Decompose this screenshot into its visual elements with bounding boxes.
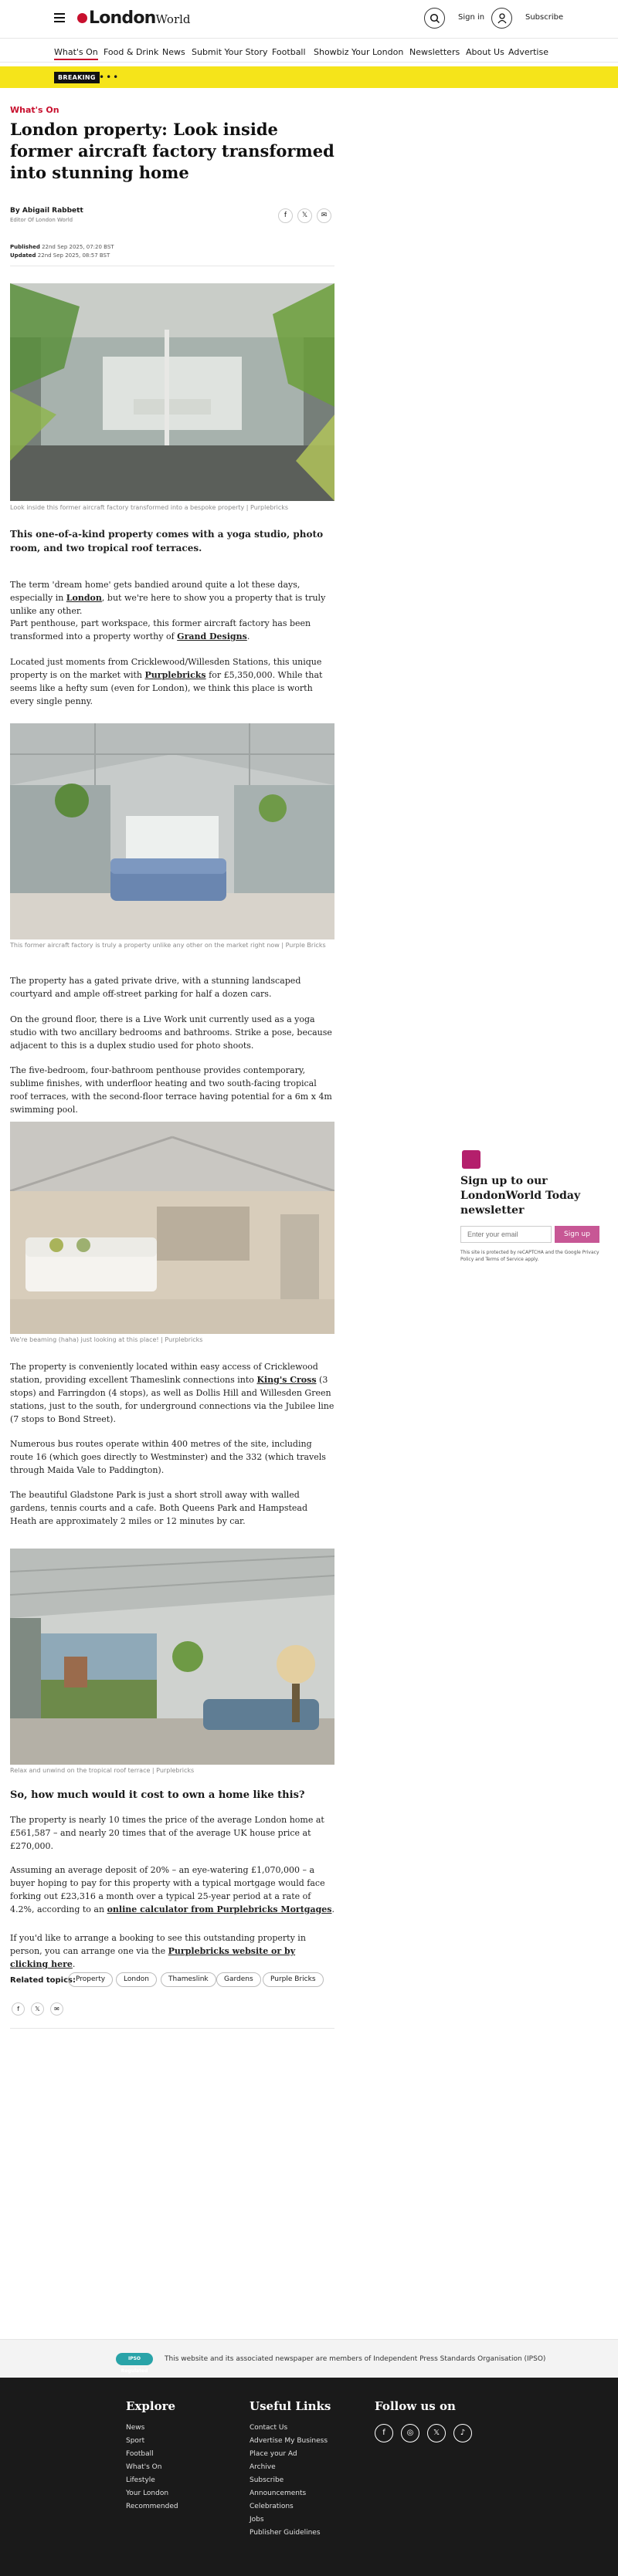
topic-chip[interactable]: London <box>116 1972 157 1987</box>
newsletter-icon <box>462 1150 480 1169</box>
ipso-bar <box>0 2339 618 2378</box>
topic-chip[interactable]: Purple Bricks <box>263 1972 324 1987</box>
footer-link[interactable]: Advertise My Business <box>250 2437 328 2445</box>
footer-link[interactable]: News <box>126 2424 145 2432</box>
article-paragraph: On the ground floor, there is a Live Work unit currently used as a yoga studio with two ancillary bedrooms and bathrooms. Strike a pose, because adjacent to this is a duplex studio used for photo shoots. <box>10 1014 332 1051</box>
article-paragraph: If you'd like to arrange a booking to see this outstanding property in person, you can arrange one via the Purplebricks website or by clicking here. <box>10 1933 306 1969</box>
email-share-icon[interactable]: ✉ <box>317 208 331 223</box>
site-logo[interactable]: LondonWorld <box>77 8 191 28</box>
article-paragraph: Located just moments from Cricklewood/Willesden Stations, this unique property is on the market with Purplebricks for £5,350,000. While that seems like a hefty sum (even for London), we think this place is worth every single penny. <box>10 657 323 706</box>
site-header <box>0 0 618 39</box>
footer-follow-title: Follow us on <box>375 2399 456 2413</box>
article-paragraph: The beautiful Gladstone Park is just a short stroll away with walled gardens, tennis courts and a cafe. Both Queens Park and Hampstead Heath are approximately 2 miles or 12 minutes by car. <box>10 1490 308 1526</box>
published-date: Published 22nd Sep 2025, 07:20 BST <box>10 244 114 250</box>
menu-icon[interactable] <box>54 13 65 22</box>
footer-link[interactable]: Football <box>126 2450 154 2458</box>
breaking-bar[interactable] <box>0 66 618 88</box>
nav-newsletters[interactable]: Newsletters <box>409 47 460 57</box>
footer-link[interactable]: Announcements <box>250 2490 307 2497</box>
breaking-dots: ••• <box>99 72 121 83</box>
nav-submit-story[interactable]: Submit Your Story <box>192 47 268 57</box>
topic-chip[interactable]: Property <box>68 1972 113 1987</box>
image-caption-4: Relax and unwind on the tropical roof terrace | Purplebricks <box>10 1767 195 1774</box>
london-link[interactable]: London <box>66 593 102 603</box>
nav-football[interactable]: Football <box>272 47 306 57</box>
footer-link[interactable]: Place your Ad <box>250 2450 297 2458</box>
footer-link[interactable]: What's On <box>126 2463 162 2471</box>
article-image-2[interactable] <box>10 723 334 939</box>
article-paragraph: The term 'dream home' gets bandied around quite a lot these days, especially in London, but we're here to show you a property that is truly unlike any other. <box>10 580 326 616</box>
x-share-icon[interactable]: 𝕏 <box>297 208 312 223</box>
topic-chip[interactable]: Gardens <box>216 1972 261 1987</box>
article-paragraph: Numerous bus routes operate within 400 metres of the site, including route 16 (which goes directly to Westminster) and the 332 (which travels through Maida Vale to Paddington). <box>10 1439 326 1475</box>
footer-link[interactable]: Subscribe <box>250 2476 284 2484</box>
purplebricks-link[interactable]: Purplebricks <box>144 670 206 680</box>
x-icon[interactable]: 𝕏 <box>427 2424 446 2442</box>
subscribe-link[interactable]: Subscribe <box>525 13 564 22</box>
nav-your-london[interactable]: Your London <box>351 47 404 57</box>
author-role: Editor Of London World <box>10 217 73 223</box>
main-nav <box>0 42 618 63</box>
search-button[interactable] <box>424 8 445 29</box>
article-paragraph: The property is nearly 10 times the price of the average London home at £561,587 – and nearly 20 times that of the average UK house price at £270,000. <box>10 1815 324 1851</box>
nav-advertise[interactable]: Advertise <box>508 47 548 57</box>
mortgage-calculator-link[interactable]: online calculator from Purplebricks Mortgages <box>107 1904 332 1914</box>
footer-link[interactable]: Lifestyle <box>126 2476 155 2484</box>
email-share-icon[interactable]: ✉ <box>50 2002 63 2016</box>
article-image-1[interactable] <box>10 283 334 501</box>
topic-chip[interactable]: Thameslink <box>161 1972 216 1987</box>
nav-food-drink[interactable]: Food & Drink <box>104 47 159 57</box>
footer-link[interactable]: Archive <box>250 2463 276 2471</box>
grand-designs-link[interactable]: Grand Designs <box>177 631 247 641</box>
article-subheading: So, how much would it cost to own a home like this? <box>10 1789 305 1801</box>
article-paragraph: The five-bedroom, four-bathroom penthouse provides contemporary, sublime finishes, with underfloor heating and two south-facing tropical roof terraces, with the second-floor terrace having potential for a 6m x 4m swimming pool. <box>10 1065 332 1115</box>
footer-useful-title: Useful Links <box>250 2399 331 2413</box>
updated-date: Updated 22nd Sep 2025, 08:57 BST <box>10 252 110 259</box>
tiktok-icon[interactable]: ♪ <box>453 2424 472 2442</box>
nav-news[interactable]: News <box>162 47 185 57</box>
footer-explore-title: Explore <box>126 2399 176 2413</box>
account-button[interactable] <box>491 8 512 29</box>
user-icon <box>497 13 507 24</box>
author-name[interactable]: By Abigail Rabbett <box>10 207 83 215</box>
divider <box>10 2028 334 2029</box>
article-headline: London property: Look inside former aircraft factory transformed into stunning home <box>10 120 334 182</box>
footer-link[interactable]: Contact Us <box>250 2424 288 2432</box>
article-paragraph: The property is conveniently located within easy access of Cricklewood station, providing excellent Thameslink connections into King's Cross (3 stops) and Farringdon (4 stops), as well as Dollis Hill and Willesden Green stations, just to the south, for underground connections via the Jubilee line (7 stops to Bond Street). <box>10 1362 334 1424</box>
image-caption-1: Look inside this former aircraft factory transformed into a bespoke property | Purplebricks <box>10 504 289 511</box>
x-share-icon[interactable]: 𝕏 <box>31 2002 44 2016</box>
footer-link[interactable]: Your London <box>126 2490 169 2497</box>
nav-about-us[interactable]: About Us <box>466 47 504 57</box>
kings-cross-link[interactable]: King's Cross <box>256 1375 317 1385</box>
facebook-icon[interactable]: f <box>375 2424 393 2442</box>
newsletter-signup-button[interactable]: Sign up <box>555 1226 599 1243</box>
footer-link[interactable]: Publisher Guidelines <box>250 2529 321 2537</box>
breaking-label: BREAKING <box>54 72 100 83</box>
newsletter-email-input[interactable] <box>460 1226 552 1243</box>
article-paragraph: Part penthouse, part workspace, this former aircraft factory has been transformed into a property worthy of Grand Designs. <box>10 618 311 641</box>
image-caption-2: This former aircraft factory is truly a property unlike any other on the market right now | Purple Bricks <box>10 942 326 949</box>
footer-link[interactable]: Jobs <box>250 2516 264 2524</box>
image-caption-3: We're beaming (haha) just looking at this place! | Purplebricks <box>10 1336 203 1343</box>
article-image-4[interactable] <box>10 1549 334 1765</box>
nav-whats-on[interactable]: What's On <box>54 47 98 60</box>
ipso-text: This website and its associated newspaper are members of Independent Press Standards Organisation (IPSO) <box>165 2355 546 2363</box>
sign-in-link[interactable]: Sign in <box>458 13 485 22</box>
facebook-share-icon[interactable]: f <box>12 2002 25 2016</box>
article-paragraph: Assuming an average deposit of 20% – an eye-watering £1,070,000 – a buyer hoping to pay for this property with a typical mortgage would face forking out £23,316 a month over a typical 25-year period at a rate of 4.2%, according to an online calculator from Purplebricks Mortgages. <box>10 1865 334 1914</box>
footer-link[interactable]: Recommended <box>126 2503 178 2510</box>
instagram-icon[interactable]: ◎ <box>401 2424 419 2442</box>
article-category[interactable]: What's On <box>10 105 59 115</box>
article-lead: This one-of-a-kind property comes with a yoga studio, photo room, and two tropical roof terraces. <box>10 529 324 553</box>
purplebricks-website-link[interactable]: Purplebricks website or by clicking here <box>10 1946 296 1969</box>
footer-link[interactable]: Sport <box>126 2437 145 2445</box>
footer-link[interactable]: Celebrations <box>250 2503 294 2510</box>
search-icon <box>430 13 440 24</box>
site-footer <box>0 2378 618 2576</box>
newsletter-title: Sign up to our LondonWorld Today newsletter <box>460 1175 581 1217</box>
nav-showbiz[interactable]: Showbiz <box>314 47 349 57</box>
recaptcha-notice: This site is protected by reCAPTCHA and the Google Privacy Policy and Terms of Service apply. <box>460 1250 599 1262</box>
related-topics-label: Related topics: <box>10 1976 76 1985</box>
ipso-badge[interactable]: IPSO Regulated <box>116 2353 153 2365</box>
article-paragraph: The property has a gated private drive, with a stunning landscaped courtyard and ample off-street parking for half a dozen cars. <box>10 976 301 999</box>
article-image-3[interactable] <box>10 1122 334 1334</box>
facebook-share-icon[interactable]: f <box>278 208 293 223</box>
